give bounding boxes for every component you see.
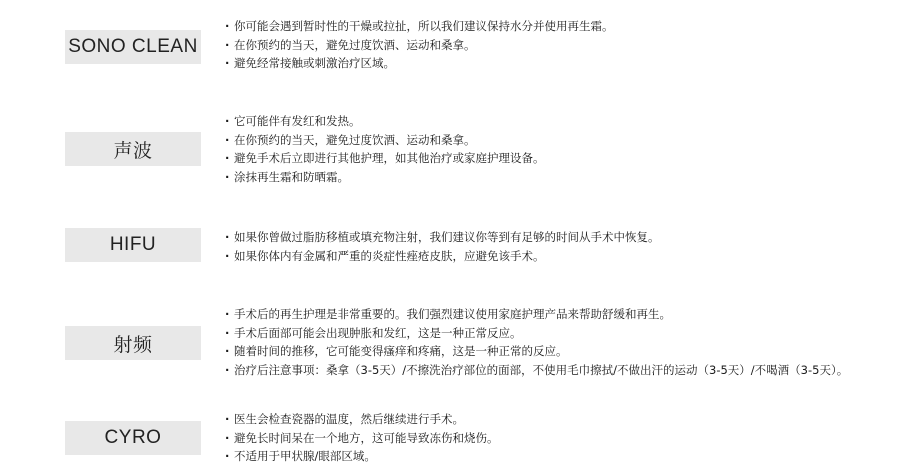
bullet-item: · 涂抹再生霜和防晒霜。	[225, 168, 865, 187]
section-label: SONO CLEAN	[65, 30, 201, 64]
bullet-item: · 手术后的再生护理是非常重要的。我们强烈建议使用家庭护理产品来帮助舒缓和再生。	[225, 305, 865, 324]
bullet-item: · 在你预约的当天，避免过度饮酒、运动和桑拿。	[225, 131, 865, 150]
bullet-item: · 你可能会遇到暂时性的干燥或拉扯，所以我们建议保持水分并使用再生霜。	[225, 17, 865, 36]
bullet-item: · 避免经常接触或刺激治疗区域。	[225, 54, 865, 73]
bullet-item: · 不适用于甲状腺/眼部区域。	[225, 447, 865, 466]
bullet-item: · 避免手术后立即进行其他护理，如其他治疗或家庭护理设备。	[225, 149, 865, 168]
bullet-item: · 它可能伴有发红和发热。	[225, 112, 865, 131]
bullet-item: · 如果你体内有金属和严重的炎症性痤疮皮肤，应避免该手术。	[225, 247, 865, 266]
bullet-list	[225, 112, 865, 186]
bullet-item: · 手术后面部可能会出现肿胀和发红，这是一种正常反应。	[225, 324, 865, 343]
section-label: HIFU	[65, 228, 201, 262]
section-label: 声波	[65, 132, 201, 166]
bullet-list	[225, 228, 865, 265]
bullet-list	[225, 410, 865, 466]
section-label: 射频	[65, 326, 201, 360]
bullet-item: · 如果你曾做过脂肪移植或填充物注射，我们建议你等到有足够的时间从手术中恢复。	[225, 228, 865, 247]
section-label: CYRO	[65, 421, 201, 455]
bullet-item: · 在你预约的当天，避免过度饮酒、运动和桑拿。	[225, 36, 865, 55]
bullet-item: · 避免长时间呆在一个地方，这可能导致冻伤和烧伤。	[225, 429, 865, 448]
bullet-item: · 治疗后注意事项：桑拿（3-5天）/不擦洗治疗部位的面部，不使用毛巾擦拭/不做出汗的运动（3-5天）/不喝酒（3-5天）。	[225, 361, 865, 380]
bullet-list	[225, 305, 865, 379]
bullet-item: · 随着时间的推移，它可能变得瘙痒和疼痛，这是一种正常的反应。	[225, 342, 865, 361]
bullet-item: · 医生会检查瓷器的温度，然后继续进行手术。	[225, 410, 865, 429]
bullet-list	[225, 17, 865, 73]
